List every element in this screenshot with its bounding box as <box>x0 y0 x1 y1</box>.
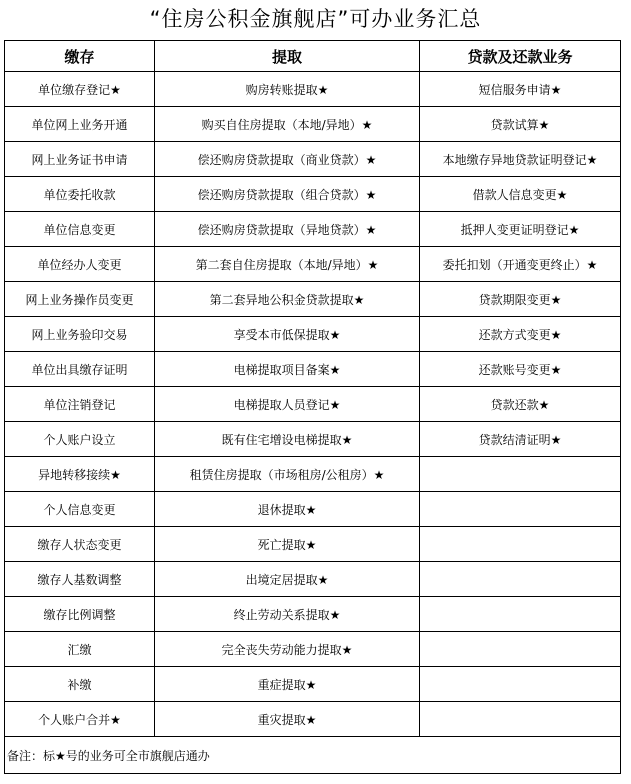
table-row <box>5 177 621 212</box>
withdrawal-cell: 出境定居提取★ <box>155 562 420 597</box>
withdrawal-cell: 偿还购房贷款提取（商业贷款）★ <box>155 142 420 177</box>
loan-cell: 本地缴存异地贷款证明登记★ <box>420 142 621 177</box>
table-row <box>5 597 621 632</box>
loan-cell: 贷款结清证明★ <box>420 422 621 457</box>
withdrawal-cell: 既有住宅增设电梯提取★ <box>155 422 420 457</box>
deposit-cell: 缴存人基数调整 <box>5 562 155 597</box>
withdrawal-cell: 租赁住房提取（市场租房/公租房）★ <box>155 457 420 492</box>
withdrawal-cell: 偿还购房贷款提取（异地贷款）★ <box>155 212 420 247</box>
deposit-cell: 单位出具缴存证明 <box>5 352 155 387</box>
deposit-cell: 网上业务证书申请 <box>5 142 155 177</box>
table-row <box>5 527 621 562</box>
loan-cell: 抵押人变更证明登记★ <box>420 212 621 247</box>
loan-cell: 委托扣划（开通变更终止）★ <box>420 247 621 282</box>
deposit-cell: 网上业务验印交易 <box>5 317 155 352</box>
withdrawal-cell: 电梯提取项目备案★ <box>155 352 420 387</box>
loan-cell: 贷款期限变更★ <box>420 282 621 317</box>
loan-cell <box>420 527 621 562</box>
withdrawal-cell: 终止劳动关系提取★ <box>155 597 420 632</box>
table-row <box>5 422 621 457</box>
header-withdrawal: 提取 <box>155 41 420 72</box>
page-title: “住房公积金旗舰店”可办业务汇总 <box>149 7 482 31</box>
withdrawal-cell: 电梯提取人员登记★ <box>155 387 420 422</box>
withdrawal-cell: 退休提取★ <box>155 492 420 527</box>
deposit-cell: 单位注销登记 <box>5 387 155 422</box>
deposit-cell: 单位缴存登记★ <box>5 72 155 107</box>
deposit-cell: 个人信息变更 <box>5 492 155 527</box>
table-row <box>5 107 621 142</box>
withdrawal-cell: 重症提取★ <box>155 667 420 702</box>
table-row <box>5 212 621 247</box>
deposit-cell: 缴存比例调整 <box>5 597 155 632</box>
table-row <box>5 632 621 667</box>
table-row <box>5 352 621 387</box>
table-row <box>5 317 621 352</box>
loan-cell: 贷款还款★ <box>420 387 621 422</box>
withdrawal-cell: 偿还购房贷款提取（组合贷款）★ <box>155 177 420 212</box>
loan-cell: 还款账号变更★ <box>420 352 621 387</box>
loan-cell <box>420 492 621 527</box>
table-body <box>5 72 621 737</box>
table-row <box>5 387 621 422</box>
loan-cell <box>420 702 621 737</box>
note-text: 备注：标★号的业务可全市旗舰店通办 <box>5 737 621 774</box>
deposit-cell: 个人账户设立 <box>5 422 155 457</box>
table-row <box>5 282 621 317</box>
loan-cell: 贷款试算★ <box>420 107 621 142</box>
deposit-cell: 单位信息变更 <box>5 212 155 247</box>
loan-cell <box>420 667 621 702</box>
table-row <box>5 142 621 177</box>
deposit-cell: 单位委托收款 <box>5 177 155 212</box>
loan-cell <box>420 632 621 667</box>
business-summary-table <box>4 40 621 774</box>
table-row <box>5 562 621 597</box>
withdrawal-cell: 完全丧失劳动能力提取★ <box>155 632 420 667</box>
deposit-cell: 个人账户合并★ <box>5 702 155 737</box>
loan-cell: 借款人信息变更★ <box>420 177 621 212</box>
withdrawal-cell: 享受本市低保提取★ <box>155 317 420 352</box>
withdrawal-cell: 第二套自住房提取（本地/异地）★ <box>155 247 420 282</box>
loan-cell: 还款方式变更★ <box>420 317 621 352</box>
table-header-row <box>5 41 621 72</box>
header-deposit: 缴存 <box>5 41 155 72</box>
withdrawal-cell: 购买自住房提取（本地/异地）★ <box>155 107 420 142</box>
table-row <box>5 457 621 492</box>
deposit-cell: 单位网上业务开通 <box>5 107 155 142</box>
table-row <box>5 72 621 107</box>
header-loan-repayment: 贷款及还款业务 <box>420 41 621 72</box>
withdrawal-cell: 重灾提取★ <box>155 702 420 737</box>
table-row <box>5 702 621 737</box>
withdrawal-cell: 购房转账提取★ <box>155 72 420 107</box>
table-row <box>5 492 621 527</box>
table-row <box>5 247 621 282</box>
loan-cell <box>420 597 621 632</box>
deposit-cell: 缴存人状态变更 <box>5 527 155 562</box>
loan-cell: 短信服务申请★ <box>420 72 621 107</box>
withdrawal-cell: 第二套异地公积金贷款提取★ <box>155 282 420 317</box>
deposit-cell: 单位经办人变更 <box>5 247 155 282</box>
note-row <box>5 737 621 774</box>
deposit-cell: 异地转移接续★ <box>5 457 155 492</box>
loan-cell <box>420 457 621 492</box>
loan-cell <box>420 562 621 597</box>
deposit-cell: 补缴 <box>5 667 155 702</box>
table-row <box>5 667 621 702</box>
deposit-cell: 汇缴 <box>5 632 155 667</box>
withdrawal-cell: 死亡提取★ <box>155 527 420 562</box>
deposit-cell: 网上业务操作员变更 <box>5 282 155 317</box>
